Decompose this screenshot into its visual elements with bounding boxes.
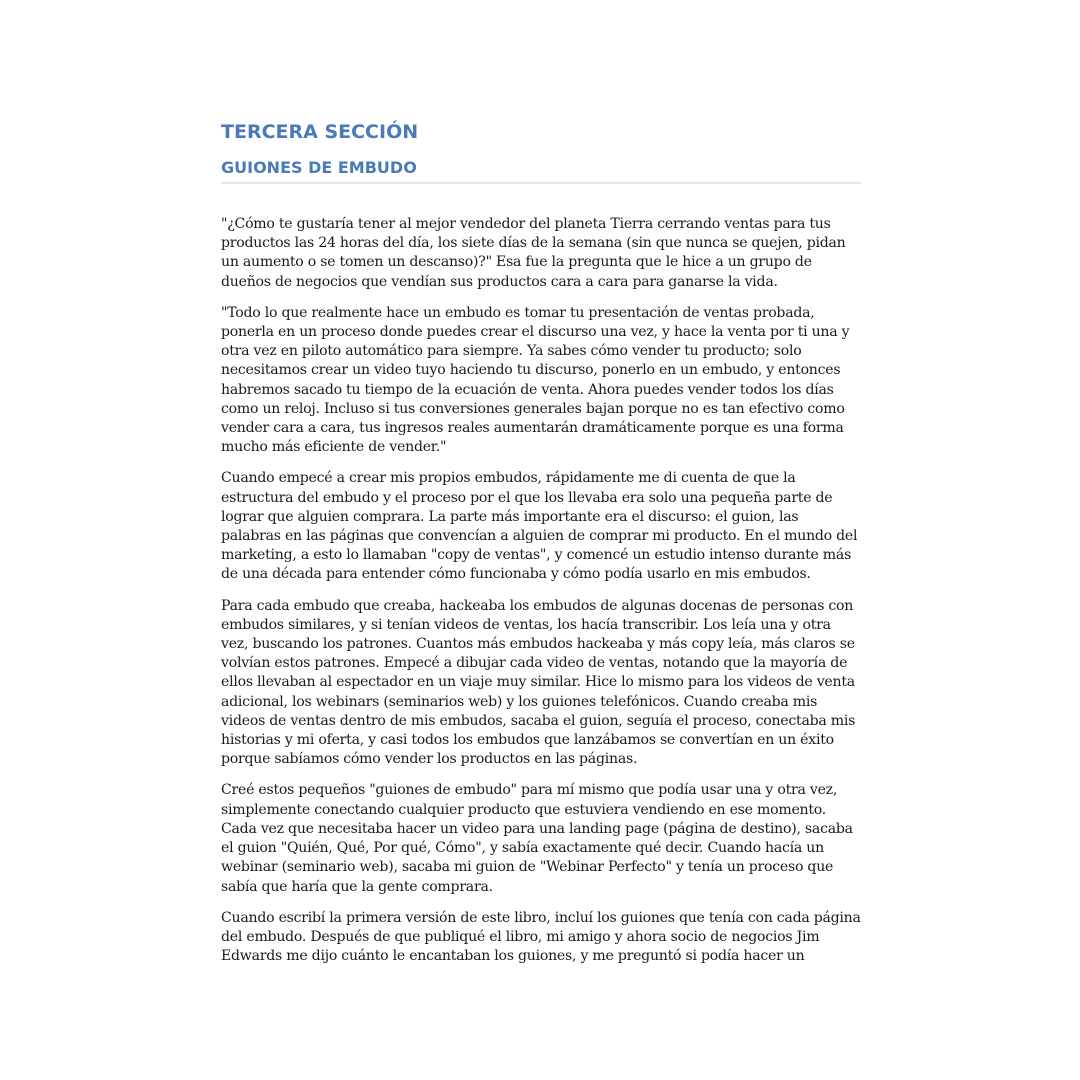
paragraph: "Todo lo que realmente hace un embudo es tomar tu presentación de ventas probada, ponerla en un proceso donde puedes crear el discurso una vez, y hace la venta por ti una y otra vez en piloto automático para siempre. Ya sabes cómo vender tu producto; solo necesitamos crear un video tuyo haciendo tu discurso, ponerlo en un embudo, y entonces habremos sacado tu tiempo de la ecuación de venta. Ahora puedes vender todos los días como un reloj. Incluso si tus conversiones generales bajan porque no es tan efectivo como vender cara a cara, tus ingresos reales aumentarán dramáticamente porque es una forma mucho más eficiente de vender." bbox=[221, 304, 850, 456]
paragraph: "¿Cómo te gustaría tener al mejor vendedor del planeta Tierra cerrando ventas para tus productos las 24 horas del día, los siete días de la semana (sin que nunca se quejen, pidan un aumento o se tomen un descanso)?" Esa fue la pregunta que le hice a un grupo de dueños de negocios que vendían sus productos cara a cara para ganarse la vida. bbox=[221, 216, 846, 290]
paragraph: Creé estos pequeños "guiones de embudo" para mí mismo que podía usar una y otra vez, simplemente conectando cualquier producto que estuviera vendiendo en ese momento. Cada vez que necesitaba hacer un video para una landing page (página de destino), sacaba el guion "Quién, Qué, Por qué, Cómo", y sabía exactamente qué decir. Cuando hacía un webinar (seminario web), sacaba mi guion de "Webinar Perfecto" y tenía un proceso que sabía que haría que la gente comprara. bbox=[221, 782, 853, 895]
heading-divider bbox=[221, 182, 861, 184]
section-subtitle: GUIONES DE EMBUDO bbox=[221, 158, 417, 177]
document-page bbox=[221, 118, 861, 978]
paragraph: Para cada embudo que creaba, hackeaba los embudos de algunas docenas de personas con embudos similares, y si tenían videos de ventas, los hacía transcribir. Los leía una y otra vez, buscando los patrones. Cuantos más embudos hackeaba y más copy leía, más claros se volvían estos patrones. Empecé a dibujar cada video de ventas, notando que la mayoría de ellos llevaban al espectador en un viaje muy similar. Hice lo mismo para los videos de venta adicional, los webinars (seminarios web) y los guiones telefónicos. Cuando creaba mis videos de ventas dentro de mis embudos, sacaba el guion, seguía el proceso, conectaba mis historias y mi oferta, y casi todos los embudos que lanzábamos se convertían en un éxito porque sabíamos cómo vender los productos en las páginas. bbox=[221, 597, 856, 768]
paragraph: Cuando escribí la primera versión de este libro, incluí los guiones que tenía con cada página del embudo. Después de que publiqué el libro, mi amigo y ahora socio de negocios Jim Edwards me dijo cuánto le encantaban los guiones, y me preguntó si podía hacer un bbox=[221, 909, 861, 965]
section-title: TERCERA SECCIÓN bbox=[221, 121, 419, 143]
paragraph: Cuando empecé a crear mis propios embudos, rápidamente me di cuenta de que la estructura del embudo y el proceso por el que los llevaba era solo una pequeña parte de lograr que alguien comprara. La parte más importante era el discurso: el guion, las palabras en las páginas que convencían a alguien de comprar mi producto. En el mundo del marketing, a esto lo llamaban "copy de ventas", y comencé un estudio intenso durante más de una década para entender cómo funcionaba y cómo podía usarlo en mis embudos. bbox=[221, 470, 858, 583]
